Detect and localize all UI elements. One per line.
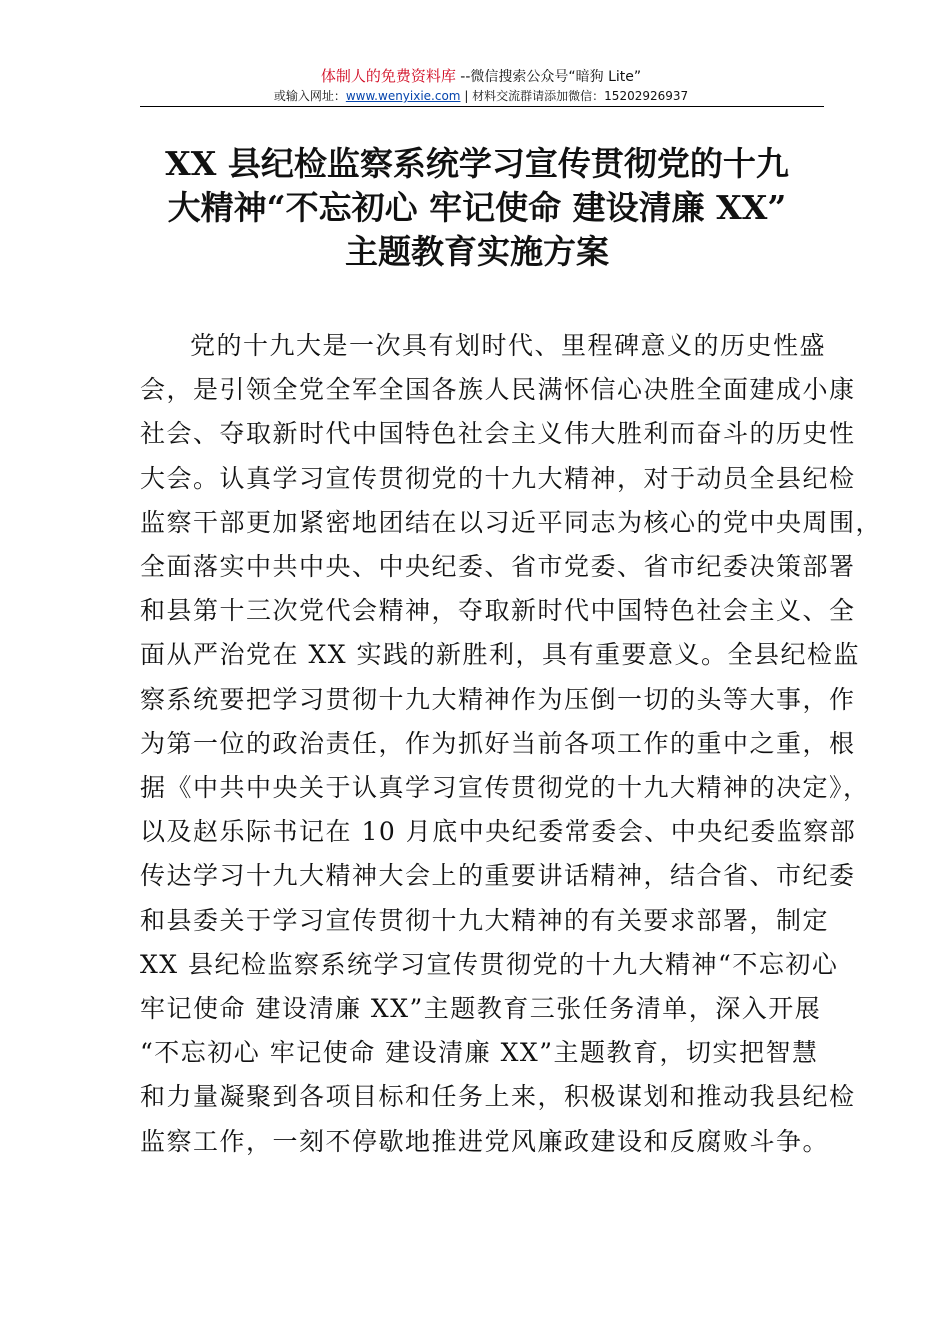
header-promo-line [140,66,822,87]
website-link[interactable]: www.wenyixie.com [345,89,461,103]
paragraph-line: 大会。认真学习宣传贯彻党的十九大精神，对于动员全县纪检 [140,463,856,493]
paragraph-line: 牢记使命 建设清廉 XX”主题教育三张任务清单，深入开展 [140,994,822,1024]
wechat-search-note: --微信搜索公众号“暗狗 Lite” [455,69,642,85]
paragraph-line: 和县委关于学习宣传贯彻十九大精神的有关要求部署，制定 [140,905,830,935]
header-divider [140,106,824,107]
paragraph-line: XX 县纪检监察系统学习宣传贯彻党的十九大精神“不忘初心 [140,949,839,979]
body-paragraph [140,324,883,1164]
wechat-contact: | 材料交流群请添加微信：15202926937 [460,89,689,103]
paragraph-line: 和力量凝聚到各项目标和任务上来，积极谋划和推动我县纪检 [140,1082,856,1112]
paragraph-line: 据《中共中央关于认真学习宣传贯彻党的十九大精神的决定》， [140,773,870,803]
document-title [130,142,824,274]
url-prefix: 或输入网址： [273,89,346,103]
paragraph-line: 监察工作，一刻不停歇地推进党风廉政建设和反腐败斗争。 [140,1126,830,1156]
paragraph-line: 监察干部更加紧密地团结在以习近平同志为核心的党中央周围， [140,507,883,537]
brand-name: 体制人的免费资料库 [320,67,456,85]
paragraph-line: 党的十九大是一次具有划时代、里程碑意义的历史性盛 [190,331,827,360]
title-line: 大精神“不忘初心 牢记使命 建设清廉 XX” [167,188,787,227]
paragraph-line: “不忘初心 牢记使命 建设清廉 XX”主题教育，切实把智慧 [140,1038,819,1068]
paragraph-line: 传达学习十九大精神大会上的重要讲话精神，结合省、市纪委 [140,861,856,891]
page-header [140,66,822,105]
paragraph-line: 和县第十三次党代会精神，夺取新时代中国特色社会主义、全 [140,596,856,626]
paragraph-line: 察系统要把学习贯彻十九大精神作为压倒一切的头等大事，作 [140,684,856,714]
paragraph-line: 为第一位的政治责任，作为抓好当前各项工作的重中之重，根 [140,728,856,758]
paragraph-line: 以及赵乐际书记在 10 月底中央纪委常委会、中央纪委监察部 [140,817,857,847]
title-line: XX 县纪检监察系统学习宣传贯彻党的十九 [165,144,789,183]
title-line: 主题教育实施方案 [345,232,609,271]
paragraph-line: 全面落实中共中央、中央纪委、省市党委、省市纪委决策部署 [140,552,856,582]
paragraph-line: 社会、夺取新时代中国特色社会主义伟大胜利而奋斗的历史性 [140,419,856,449]
header-contact-line [140,87,822,105]
paragraph-line: 会，是引领全党全军全国各族人民满怀信心决胜全面建成小康 [140,375,856,405]
paragraph-line: 面从严治党在 XX 实践的新胜利，具有重要意义。全县纪检监 [140,640,860,670]
